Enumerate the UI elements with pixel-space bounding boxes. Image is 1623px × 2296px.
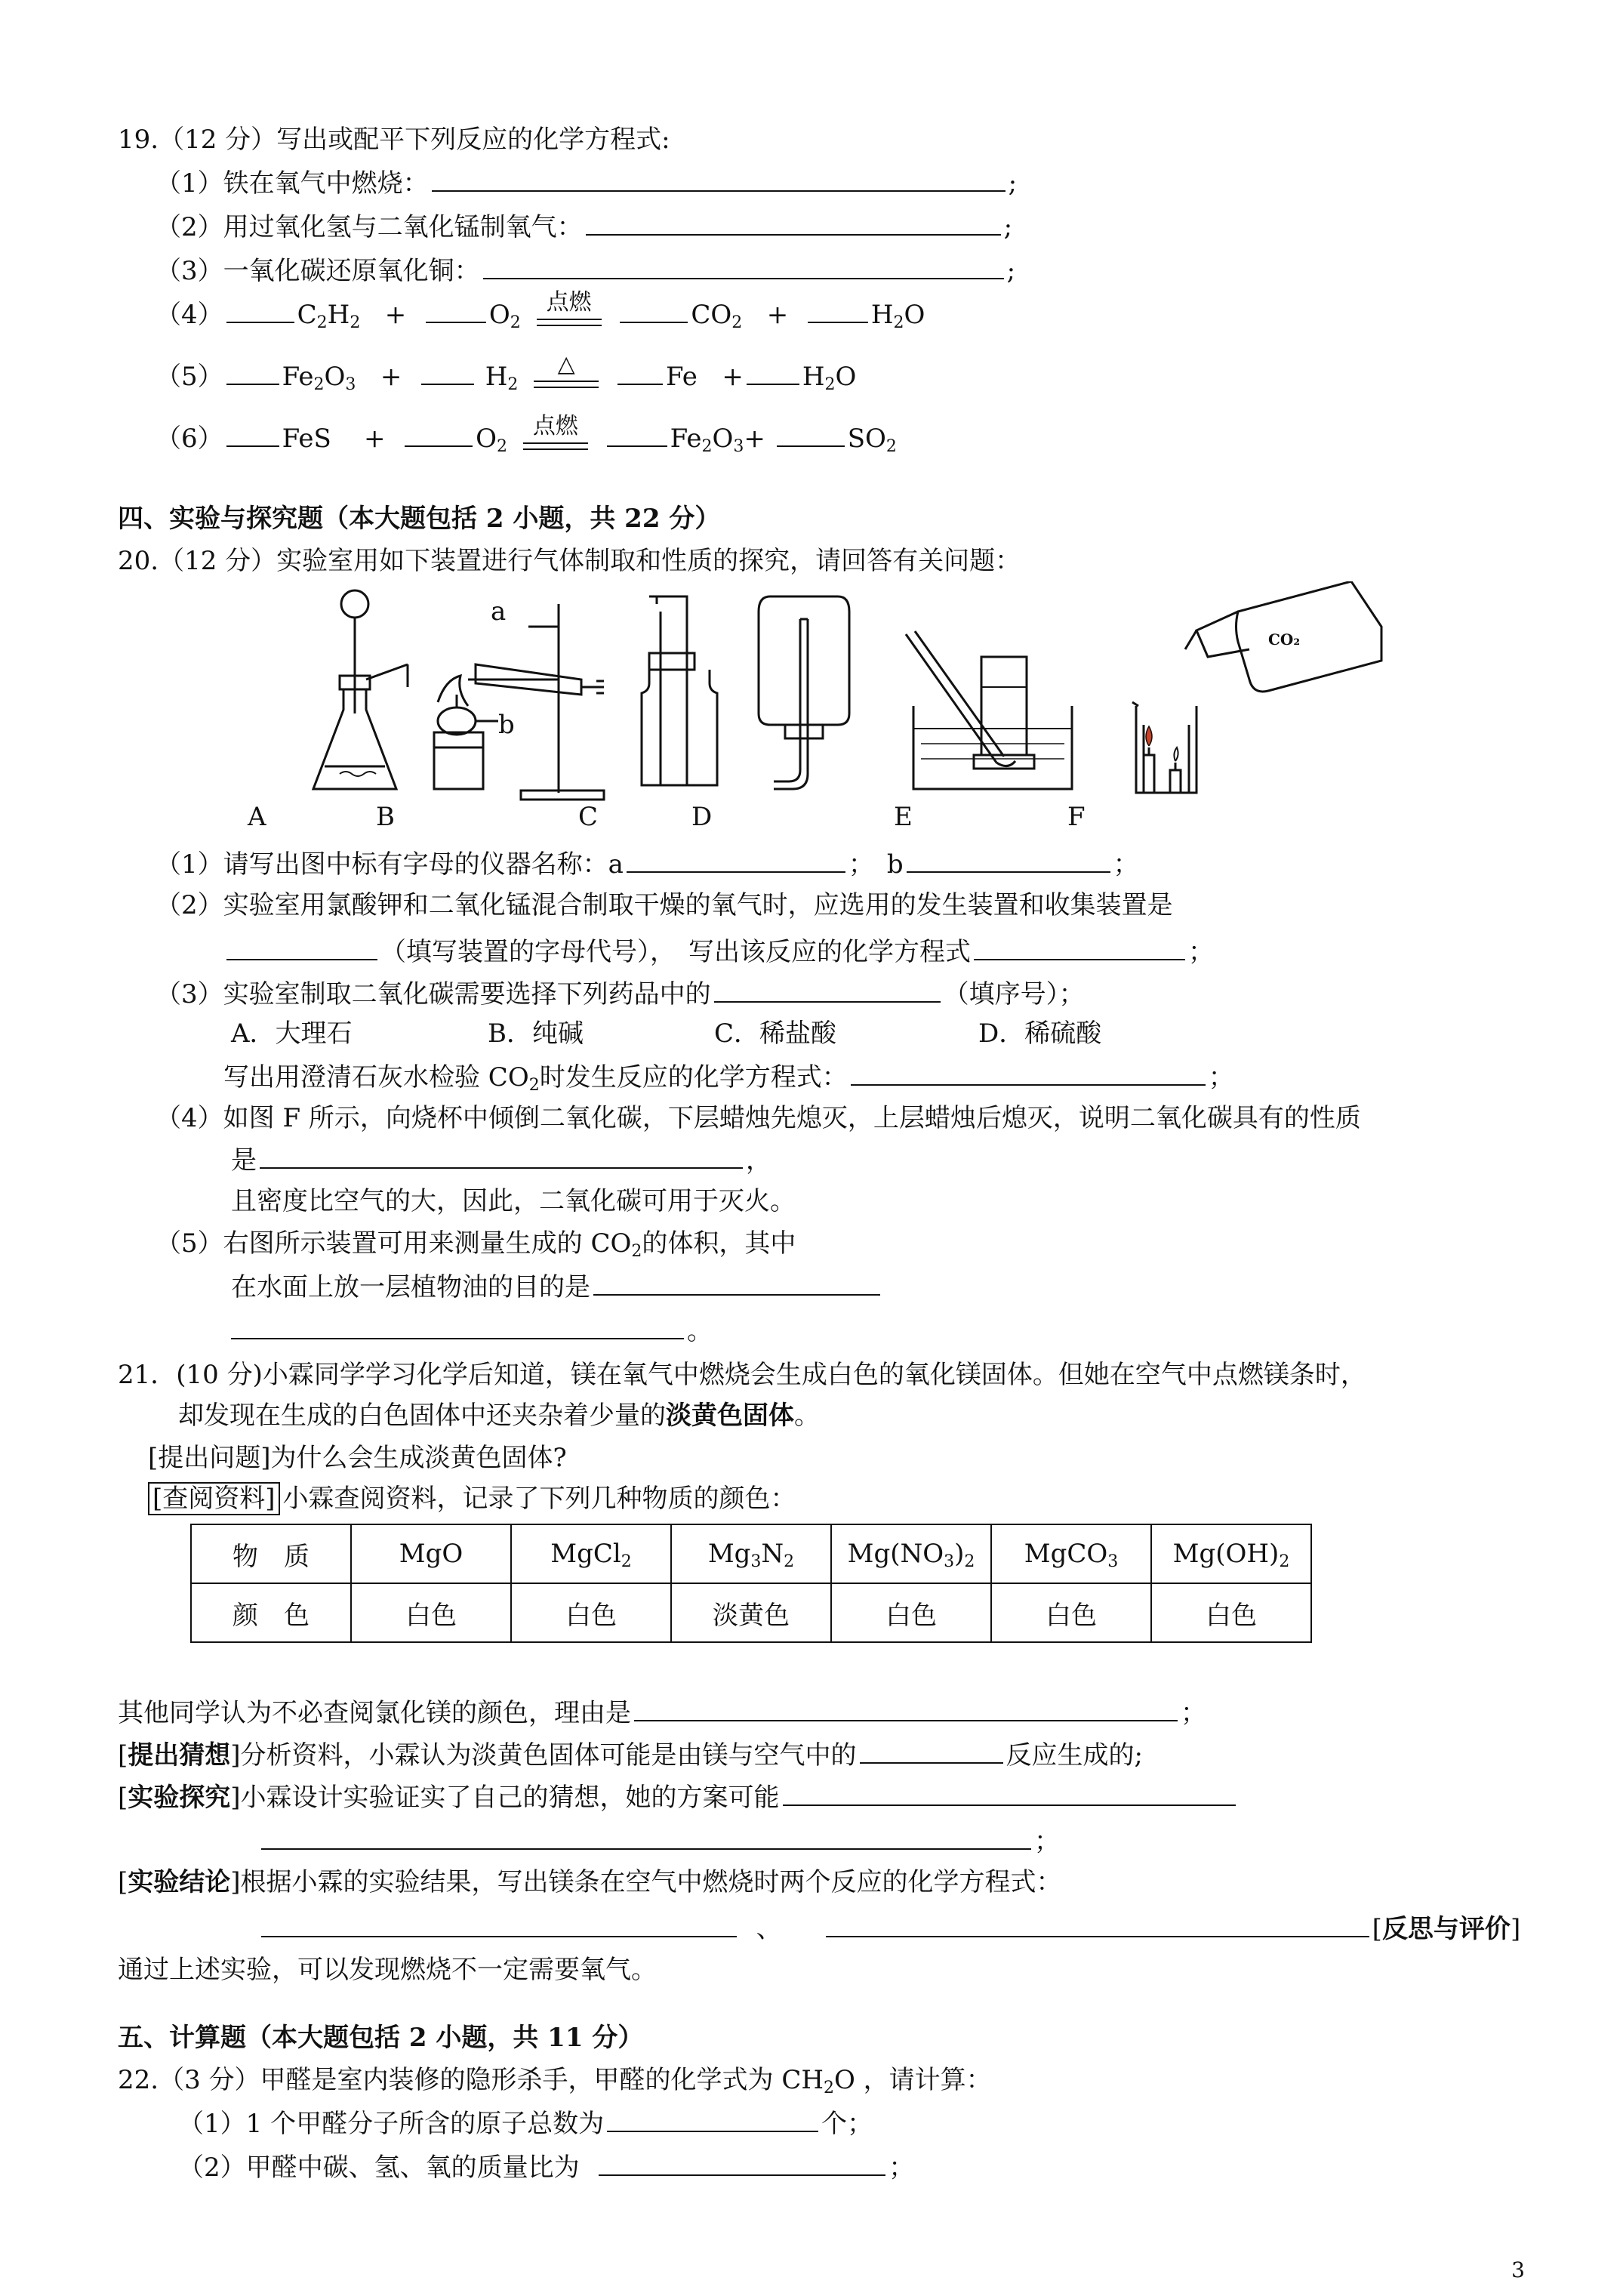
plus-sign: +: [766, 300, 789, 330]
q19-item-6: [156, 413, 897, 458]
q19-item-4: [156, 289, 925, 334]
answer-blank-a[interactable]: [627, 846, 845, 873]
q20-part-1: [156, 846, 1139, 882]
answer-blank[interactable]: [714, 975, 941, 1003]
reaction-condition-burn: 点燃: [535, 299, 603, 334]
formula-h2o: $H_2O$: [870, 300, 925, 332]
apparatus-f-beaker: [1132, 581, 1381, 793]
emphasis-text: 淡黄色固体: [666, 1401, 794, 1431]
q19-item-2: [156, 208, 1012, 245]
answer-blank[interactable]: [783, 1779, 1236, 1806]
semicolon: ;: [1006, 256, 1016, 286]
page-number: 3: [1511, 2257, 1525, 2282]
fig-label-a: a: [491, 596, 507, 627]
section-5-heading: 五、计算题（本大题包括 2 小题，共 11 分）: [118, 2023, 644, 2053]
apparatus-label-a: A: [248, 802, 266, 832]
q20-part-2-text: （填写装置的字母代号）， 写出该反应的化学方程式: [380, 937, 971, 967]
answer-blank[interactable]: [261, 1910, 737, 1937]
semicolon: ;: [1003, 212, 1013, 242]
apparatus-label-f: F: [1067, 802, 1086, 832]
option-a[interactable]: A．大理石: [231, 1019, 353, 1049]
formula-so2: $SO_2$: [847, 424, 897, 456]
q20-part-2: （2）实验室用氯酸钾和二氧化锰混合制取干燥的氧气时，应选用的发生装置和收集装置是: [156, 890, 1173, 920]
table-cell: 白色: [831, 1583, 991, 1642]
text: 分析资料，小霖认为淡黄色固体可能是由镁与空气中的: [240, 1740, 857, 1771]
coef-blank[interactable]: [226, 420, 279, 447]
q20-part-5-line3: [231, 1312, 713, 1348]
text: 写出用澄清石灰水检验 CO: [223, 1062, 529, 1093]
q19-blank-1[interactable]: [432, 165, 1006, 192]
q21-heading-line2: [178, 1398, 820, 1433]
subscript: 2: [528, 1076, 540, 1095]
answer-blank[interactable]: [599, 2149, 885, 2176]
answer-blank[interactable]: [974, 933, 1185, 960]
text: （2）甲醛中碳、氢、氧的质量比为: [178, 2153, 580, 2183]
coef-blank[interactable]: [620, 296, 688, 323]
q21-exp: [实验探究]小霖设计实验证实了自己的猜想，她的方案可能: [118, 1779, 1239, 1815]
apparatus-figure: [294, 581, 1389, 831]
answer-blank[interactable]: [851, 1059, 1206, 1086]
q20-part-3: [156, 975, 1085, 1012]
table-cell: 淡黄色: [671, 1583, 831, 1642]
tag-text: 查阅资料: [162, 1484, 266, 1514]
subscript: 2: [631, 1242, 642, 1261]
q20-part-3-line3: [223, 1059, 1234, 1095]
answer-blank[interactable]: [860, 1737, 1003, 1764]
subscript: 2: [823, 2079, 834, 2097]
section-4-heading: 四、实验与探究题（本大题包括 2 小题，共 22 分）: [118, 504, 721, 534]
q20-part-4-line2: [231, 1142, 771, 1178]
q20-heading: 20.（12 分）实验室用如下装置进行气体制取和性质的探究，请回答有关问题：: [118, 546, 1021, 576]
fig-label-co2: CO₂: [1268, 630, 1301, 649]
q19-item-3-text: （3）一氧化碳还原氧化铜：: [156, 256, 480, 286]
text: 时发生反应的化学方程式：: [539, 1062, 848, 1093]
q21-exp-line2: [261, 1823, 1060, 1859]
answer-blank-b[interactable]: [907, 846, 1110, 873]
table-cell: $Mg(NO_3)_2$: [831, 1524, 991, 1583]
q19-item-2-text: （2）用过氧化氢与二氧化锰制氧气：: [156, 212, 583, 242]
q20-part-5-line2: [231, 1268, 883, 1305]
apparatus-label-d: D: [691, 802, 713, 832]
text: 22.（3 分）甲醛是室内装修的隐形杀手，甲醛的化学式为 CH: [118, 2065, 824, 2095]
apparatus-bc-retort: [434, 604, 604, 800]
table-cell: 物 质: [191, 1524, 351, 1583]
answer-blank[interactable]: [260, 1142, 743, 1169]
coef-blank[interactable]: [426, 296, 486, 323]
semicolon: ；: [1034, 1826, 1060, 1857]
table-row: [191, 1583, 1311, 1642]
color-table: [190, 1524, 1312, 1643]
answer-blank[interactable]: [634, 1694, 1178, 1721]
apparatus-a-flask: [313, 590, 408, 789]
q20-part-3-text: （3）实验室制取二氧化碳需要选择下列药品中的: [156, 979, 711, 1009]
q19-item-5: [156, 351, 857, 396]
apparatus-inverted-bottle: [759, 596, 849, 789]
table-cell: 颜 色: [191, 1583, 351, 1642]
table-cell: MgO: [351, 1524, 511, 1583]
q22-part-1: [178, 2105, 873, 2141]
fig-label-b: b: [498, 710, 515, 740]
coef-blank[interactable]: [808, 296, 868, 323]
item-number: （4）: [156, 300, 223, 330]
text: 个；: [821, 2109, 873, 2139]
q19-item-1: [156, 165, 1017, 201]
q21-other: [118, 1694, 1206, 1730]
text: O ，请计算：: [833, 2065, 992, 2095]
q21-look: [查阅资料] 小霖查阅资料，记录了下列几种物质的颜色：: [148, 1481, 796, 1516]
option-c[interactable]: C．稀盐酸: [714, 1019, 837, 1049]
formula-h2: $H_2$: [485, 362, 519, 394]
table-cell: $Mg(OH)_2$: [1151, 1524, 1311, 1583]
q21-conc-line2: 、 [反思与评价]: [261, 1910, 1520, 1946]
formula-o2: $O_2$: [488, 300, 521, 332]
item-number: （6）: [156, 424, 223, 454]
text: 其他同学认为不必查阅氯化镁的颜色，理由是: [118, 1698, 631, 1728]
apparatus-label-c: C: [578, 802, 599, 832]
formula-co2: $CO_2$: [691, 300, 743, 332]
q20-part-3-tail: （填序号）；: [943, 979, 1085, 1009]
text: 的体积，其中: [642, 1228, 796, 1259]
table-cell: $Mg_3N_2$: [671, 1524, 831, 1583]
q20-part-5: [156, 1226, 796, 1261]
plus-sign: +: [384, 300, 407, 330]
formula-fe: Fe: [666, 362, 698, 392]
period: 。: [687, 1316, 713, 1346]
semicolon: ；: [1188, 937, 1214, 967]
plus-sign: +: [380, 362, 402, 392]
q20-part-1-text: （1）请写出图中标有字母的仪器名称：a: [156, 849, 624, 880]
semicolon: ;: [1008, 168, 1018, 199]
option-b[interactable]: B．纯碱: [488, 1019, 584, 1049]
period: 。: [794, 1401, 820, 1431]
formula-fes: FeS: [282, 424, 331, 454]
q21-conc: [实验结论]根据小霖的实验结果，写出镁条在空气中燃烧时两个反应的化学方程式：: [118, 1867, 1062, 1897]
text: 根据小霖的实验结果，写出镁条在空气中燃烧时两个反应的化学方程式：: [240, 1867, 1062, 1897]
q21-heading: 21．(10 分)小霖同学学习化学后知道，镁在氧气中燃烧会生成白色的氧化镁固体。但她在空气中点燃镁条时，: [118, 1360, 1366, 1390]
q21-refl: 通过上述实验，可以发现燃烧不一定需要氧气。: [118, 1955, 657, 1985]
answer-blank[interactable]: [607, 2105, 818, 2132]
plus-sign: +: [722, 362, 744, 392]
q21-ask: [提出问题]为什么会生成淡黄色固体?: [148, 1443, 567, 1473]
q20-part-4: （4）如图 F 所示，向烧杯中倾倒二氧化碳，下层蜡烛先熄灭，上层蜡烛后熄灭，说明二氧化碳具有的性质: [156, 1103, 1361, 1133]
formula-fe2o3: $Fe_2O_3$: [282, 362, 356, 394]
text: 小霖设计实验证实了自己的猜想，她的方案可能: [240, 1783, 780, 1813]
table-cell: MgCO$_3$: [991, 1524, 1151, 1583]
text: 为什么会生成淡黄色固体?: [270, 1443, 567, 1473]
plus-sign: +: [364, 424, 386, 454]
apparatus-label-e: E: [894, 802, 913, 832]
table-row: [191, 1524, 1311, 1583]
reaction-condition-heat: △: [532, 361, 600, 396]
coef-blank[interactable]: [421, 358, 474, 385]
option-d[interactable]: D．稀硫酸: [978, 1019, 1102, 1049]
q20-part-1-mid: ； b: [848, 849, 904, 880]
text: 是: [231, 1145, 257, 1176]
comma: ，: [746, 1145, 771, 1176]
reaction-condition-burn: 点燃: [522, 423, 590, 458]
table-cell: MgCl$_2$: [511, 1524, 671, 1583]
q19-item-3: [156, 252, 1015, 288]
answer-blank[interactable]: [226, 933, 377, 960]
text: （5）右图所示装置可用来测量生成的 CO: [156, 1228, 632, 1259]
coef-blank[interactable]: [405, 420, 473, 447]
item-number: （5）: [156, 362, 223, 392]
coef-blank[interactable]: [747, 358, 799, 385]
q21-guess: [提出猜想]分析资料，小霖认为淡黄色固体可能是由镁与空气中的 反应生成的;: [118, 1737, 1143, 1773]
tag-text: 实验探究: [128, 1783, 231, 1813]
apparatus-label-b: B: [376, 802, 395, 832]
coef-blank[interactable]: [226, 296, 294, 323]
q20-part-2-line2: [223, 933, 1214, 969]
semicolon: ；: [1208, 1062, 1234, 1093]
q20-options: [231, 1016, 1101, 1051]
text: 却发现在生成的白色固体中还夹杂着少量的: [178, 1401, 666, 1431]
semicolon: ；: [1113, 849, 1139, 880]
text: （1）1 个甲醛分子所含的原子总数为: [178, 2109, 605, 2139]
q19-blank-2[interactable]: [586, 208, 1001, 236]
answer-blank[interactable]: [261, 1823, 1031, 1850]
table-cell: 白色: [351, 1583, 511, 1642]
q22-heading: [118, 2063, 992, 2097]
apparatus-d-bottle: [642, 596, 717, 785]
tag-text: 反思与评价: [1381, 1914, 1511, 1944]
separator: 、: [756, 1914, 782, 1944]
formula-c2h2: $C_2H_2$: [297, 300, 361, 332]
tag-text: 实验结论: [128, 1867, 231, 1897]
formula-o2: $O_2$: [476, 424, 508, 456]
answer-blank[interactable]: [593, 1268, 880, 1296]
semicolon: ；: [888, 2153, 915, 2183]
q20-part-4-line3: 且密度比空气的大，因此，二氧化碳可用于灭火。: [231, 1186, 796, 1216]
coef-blank[interactable]: [617, 358, 663, 385]
table-cell: 白色: [1151, 1583, 1311, 1642]
semicolon: ；: [1181, 1698, 1206, 1728]
text: 在水面上放一层植物油的目的是: [231, 1272, 590, 1302]
text: 小霖查阅资料，记录了下列几种物质的颜色：: [282, 1484, 796, 1514]
q19-heading: 19.（12 分）写出或配平下列反应的化学方程式:: [118, 125, 670, 155]
text: 反应生成的;: [1006, 1740, 1143, 1771]
formula-h2o: $H_2O$: [802, 362, 857, 394]
q22-part-2: [178, 2149, 914, 2185]
coef-blank[interactable]: [607, 420, 667, 447]
table-cell: 白色: [511, 1583, 671, 1642]
q19-blank-3[interactable]: [483, 252, 1004, 279]
table-cell: 白色: [991, 1583, 1151, 1642]
tag-text: 提出猜想: [128, 1740, 231, 1771]
q19-item-1-text: （1）铁在氧气中燃烧：: [156, 168, 429, 199]
coef-blank[interactable]: [226, 358, 279, 385]
coef-blank[interactable]: [777, 420, 845, 447]
apparatus-e-trough: [906, 631, 1072, 789]
answer-blank[interactable]: [231, 1312, 684, 1339]
tag-text: 提出问题: [158, 1443, 261, 1473]
formula-fe2o3: $Fe_2O_3$: [670, 424, 744, 456]
plus-sign: +: [744, 424, 765, 454]
answer-blank[interactable]: [826, 1910, 1369, 1937]
